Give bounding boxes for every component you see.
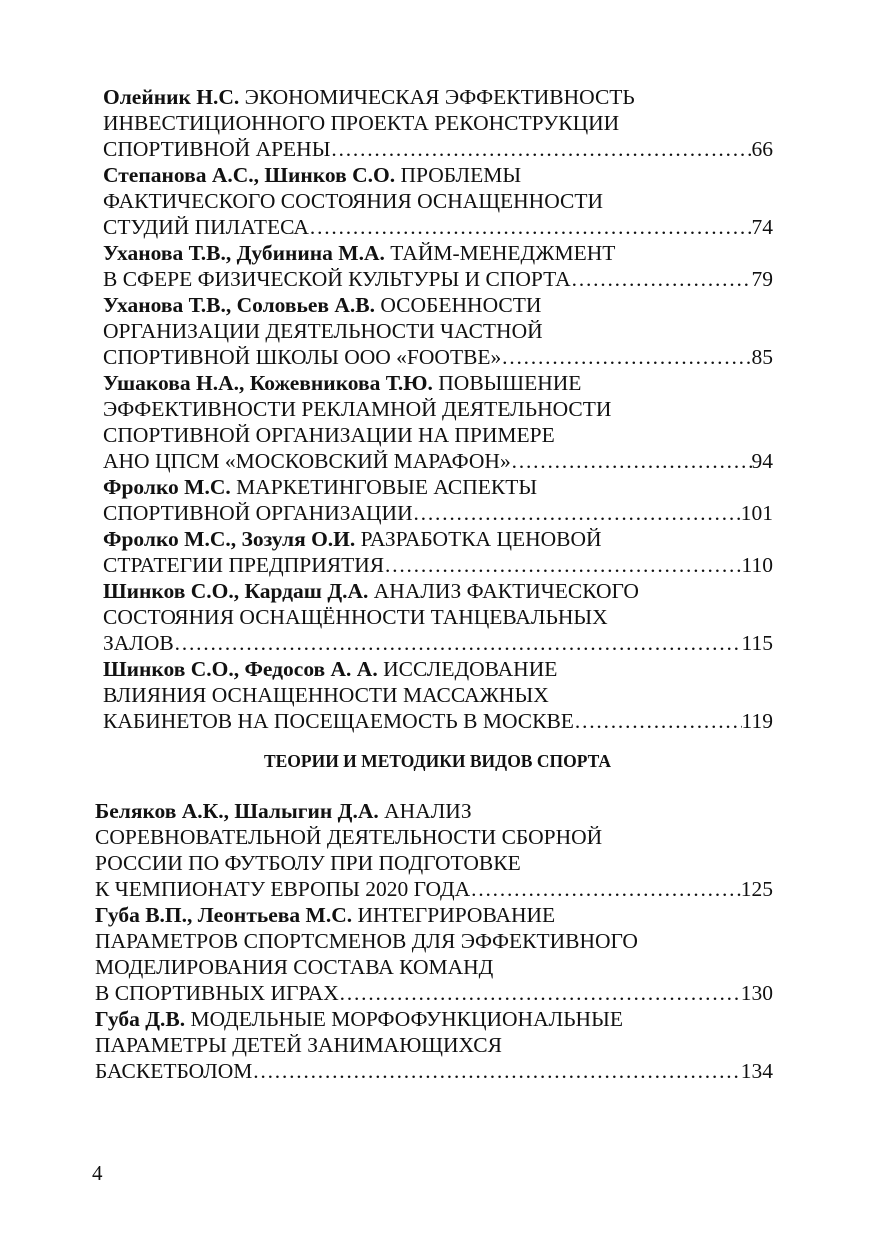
toc-line <box>95 824 773 850</box>
toc-entry <box>0 162 875 240</box>
toc-line-last <box>103 708 773 734</box>
toc-line <box>103 318 773 344</box>
entry-authors: Шинков С.О., Кардаш Д.А. <box>103 579 369 603</box>
toc-line-last <box>95 876 773 902</box>
toc-line <box>95 1006 773 1032</box>
entry-authors: Губа Д.В. <box>95 1007 186 1031</box>
toc-line <box>103 110 773 136</box>
leader-dots <box>309 214 752 240</box>
entry-title-part: ЭФФЕКТИВНОСТИ РЕКЛАМНОЙ ДЕЯТЕЛЬНОСТИ <box>103 397 612 421</box>
entry-authors: Фролко М.С., Зозуля О.И. <box>103 527 356 551</box>
entry-authors: Уханова Т.В., Дубинина М.А. <box>103 241 385 265</box>
entry-page-number: 94 <box>751 449 773 473</box>
toc-entry <box>0 240 875 292</box>
leader-dots <box>384 552 741 578</box>
entry-title-part: АНАЛИЗ ФАКТИЧЕСКОГО <box>373 579 639 603</box>
entry-title-part: СПОРТИВНОЙ АРЕНЫ <box>103 137 331 161</box>
toc-line <box>103 422 773 448</box>
entry-page-number: 119 <box>741 709 773 733</box>
toc-line-last <box>103 552 773 578</box>
entry-authors: Беляков А.К., Шалыгин Д.А. <box>95 799 379 823</box>
entry-title-part: ТАЙМ-МЕНЕДЖМЕНТ <box>390 241 616 265</box>
entry-title-part: ПАРАМЕТРОВ СПОРТСМЕНОВ ДЛЯ ЭФФЕКТИВНОГО <box>95 929 638 953</box>
toc-line <box>95 902 773 928</box>
entry-page-number: 85 <box>751 345 773 369</box>
leader-dots <box>470 876 741 902</box>
entry-title-part: СТРАТЕГИИ ПРЕДПРИЯТИЯ <box>103 553 385 577</box>
entry-title-part: ЗАЛОВ <box>103 631 174 655</box>
toc-line-last <box>103 448 773 474</box>
toc-line <box>95 1032 773 1058</box>
toc-line-last <box>103 500 773 526</box>
entry-title-part: В СФЕРЕ ФИЗИЧЕСКОЙ КУЛЬТУРЫ И СПОРТА <box>103 267 571 291</box>
toc-entry <box>0 1006 875 1084</box>
entry-title-part: МОДЕЛИРОВАНИЯ СОСТАВА КОМАНД <box>95 955 494 979</box>
entry-title-part: В СПОРТИВНЫХ ИГРАХ <box>95 981 339 1005</box>
toc-entry <box>0 902 875 1006</box>
toc-line-last <box>103 630 773 656</box>
leader-dots <box>574 708 742 734</box>
toc-line <box>103 656 773 682</box>
toc-line <box>103 84 773 110</box>
entry-title-part: ОСОБЕННОСТИ <box>380 293 542 317</box>
toc-entry <box>0 292 875 370</box>
entry-title-part: ПОВЫШЕНИЕ <box>438 371 582 395</box>
toc-entry <box>0 84 875 162</box>
leader-dots <box>252 1058 740 1084</box>
entry-title-part: К ЧЕМПИОНАТУ ЕВРОПЫ 2020 ГОДА <box>95 877 471 901</box>
toc-line <box>103 370 773 396</box>
entry-title-part: АНО ЦПСМ «МОСКОВСКИЙ МАРАФОН» <box>103 449 511 473</box>
entry-page-number: 115 <box>741 631 773 655</box>
entry-title-part: СОРЕВНОВАТЕЛЬНОЙ ДЕЯТЕЛЬНОСТИ СБОРНОЙ <box>95 825 603 849</box>
toc-line-last <box>95 1058 773 1084</box>
toc-line <box>95 954 773 980</box>
toc-entry <box>0 526 875 578</box>
toc-line <box>95 850 773 876</box>
entry-page-number: 79 <box>751 267 773 291</box>
leader-dots <box>571 266 752 292</box>
toc-line <box>103 604 773 630</box>
toc-line <box>103 682 773 708</box>
entry-authors: Олейник Н.С. <box>103 85 240 109</box>
entry-page-number: 101 <box>740 501 773 525</box>
entry-page-number: 110 <box>741 553 773 577</box>
entry-title-part: СТУДИЙ ПИЛАТЕСА <box>103 215 309 239</box>
toc-line <box>103 162 773 188</box>
entry-page-number: 125 <box>740 877 773 901</box>
entry-authors: Ушакова Н.А., Кожевникова Т.Ю. <box>103 371 433 395</box>
entry-title-part: ФАКТИЧЕСКОГО СОСТОЯНИЯ ОСНАЩЕННОСТИ <box>103 189 603 213</box>
entry-title-part: ПАРАМЕТРЫ ДЕТЕЙ ЗАНИМАЮЩИХСЯ <box>95 1033 502 1057</box>
entry-title-part: МОДЕЛЬНЫЕ МОРФОФУНКЦИОНАЛЬНЫЕ <box>190 1007 623 1031</box>
leader-dots <box>413 500 741 526</box>
entry-page-number: 66 <box>751 137 773 161</box>
leader-dots <box>330 136 751 162</box>
toc-line <box>103 474 773 500</box>
entry-authors: Степанова А.С., Шинков С.О. <box>103 163 396 187</box>
entry-title-part: ПРОБЛЕМЫ <box>400 163 522 187</box>
toc-line-last <box>103 214 773 240</box>
entry-title-part: БАСКЕТБОЛОМ <box>95 1059 253 1083</box>
entry-title-part: КАБИНЕТОВ НА ПОСЕЩАЕМОСТЬ В МОСКВЕ <box>103 709 574 733</box>
toc-entry <box>0 370 875 474</box>
toc-entry <box>0 798 875 902</box>
entry-title-part: ИССЛЕДОВАНИЕ <box>383 657 558 681</box>
toc-group-management <box>0 84 875 734</box>
toc-line <box>103 240 773 266</box>
entry-page-number: 130 <box>740 981 773 1005</box>
entry-title-part: РАЗРАБОТКА ЦЕНОВОЙ <box>360 527 602 551</box>
entry-authors: Уханова Т.В., Соловьев А.В. <box>103 293 375 317</box>
entry-title-part: СПОРТИВНОЙ ОРГАНИЗАЦИИ НА ПРИМЕРЕ <box>103 423 555 447</box>
entry-title-part: РОССИИ ПО ФУТБОЛУ ПРИ ПОДГОТОВКЕ <box>95 851 521 875</box>
toc-line <box>103 396 773 422</box>
toc-line-last <box>103 136 773 162</box>
toc-line <box>95 798 773 824</box>
toc-line-last <box>95 980 773 1006</box>
toc-entry <box>0 656 875 734</box>
toc-entry <box>0 474 875 526</box>
leader-dots <box>339 980 741 1006</box>
toc-line <box>95 928 773 954</box>
toc-line <box>103 292 773 318</box>
toc-line <box>103 188 773 214</box>
entry-title-part: ЭКОНОМИЧЕСКАЯ ЭФФЕКТИВНОСТЬ <box>244 85 635 109</box>
toc-line-last <box>103 344 773 370</box>
entry-authors: Фролко М.С. <box>103 475 231 499</box>
leader-dots <box>511 448 752 474</box>
leader-dots <box>501 344 751 370</box>
entry-title-part: АНАЛИЗ <box>384 799 472 823</box>
entry-title-part: ИНТЕГРИРОВАНИЕ <box>357 903 556 927</box>
entry-page-number: 134 <box>740 1059 773 1083</box>
toc-line <box>103 526 773 552</box>
section-title: ТЕОРИИ И МЕТОДИКИ ВИДОВ СПОРТА <box>263 751 612 771</box>
entry-title-part: СПОРТИВНОЙ ОРГАНИЗАЦИИ <box>103 501 413 525</box>
entry-title-part: ВЛИЯНИЯ ОСНАЩЕННОСТИ МАССАЖНЫХ <box>103 683 549 707</box>
toc-line <box>103 578 773 604</box>
entry-title-part: МАРКЕТИНГОВЫЕ АСПЕКТЫ <box>236 475 538 499</box>
leader-dots <box>174 630 742 656</box>
entry-title-part: СПОРТИВНОЙ ШКОЛЫ ООО «FOOTBE» <box>103 345 502 369</box>
entry-authors: Шинков С.О., Федосов А. А. <box>103 657 378 681</box>
entry-title-part: ИНВЕСТИЦИОННОГО ПРОЕКТА РЕКОНСТРУКЦИИ <box>103 111 620 135</box>
toc-group-sports-methods <box>0 798 875 1084</box>
toc-entry <box>0 578 875 656</box>
entry-page-number: 74 <box>751 215 773 239</box>
toc-line-last <box>103 266 773 292</box>
entry-title-part: СОСТОЯНИЯ ОСНАЩЁННОСТИ ТАНЦЕВАЛЬНЫХ <box>103 605 608 629</box>
entry-title-part: ОРГАНИЗАЦИИ ДЕЯТЕЛЬНОСТИ ЧАСТНОЙ <box>103 319 543 343</box>
page-number: 4 <box>92 1161 103 1185</box>
entry-authors: Губа В.П., Леонтьева М.С. <box>95 903 353 927</box>
